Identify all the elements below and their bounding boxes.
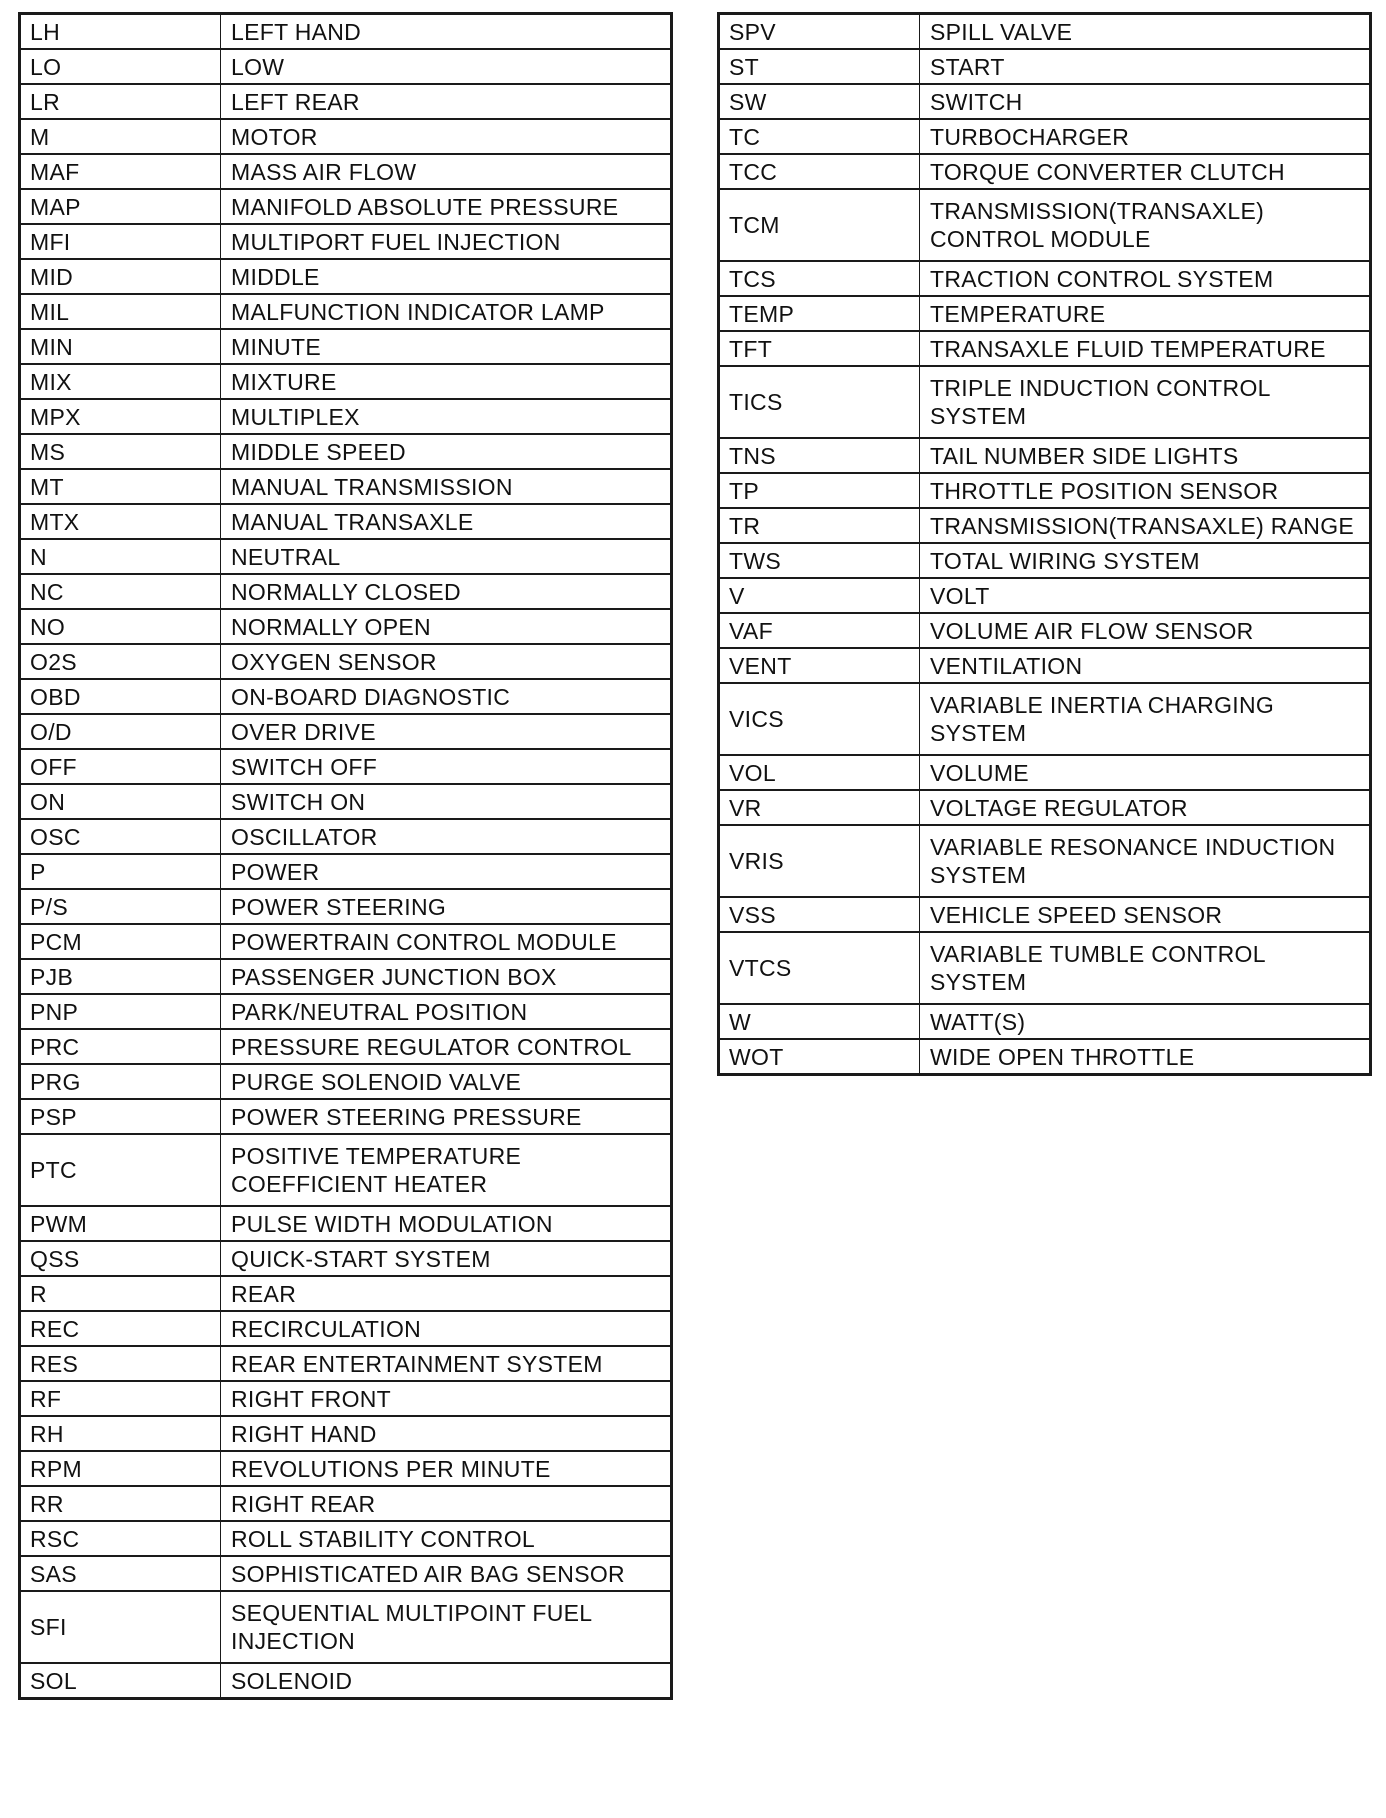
abbreviation-cell: LH [20, 14, 221, 50]
abbreviation-cell: M [20, 119, 221, 154]
table-row [20, 364, 672, 399]
abbreviation-cell: SW [719, 84, 920, 119]
definition-cell: MOTOR [221, 119, 672, 154]
definition-cell: VENTILATION [920, 648, 1371, 683]
definition-cell: LEFT REAR [221, 84, 672, 119]
table-row [20, 1029, 672, 1064]
abbreviation-cell: RSC [20, 1521, 221, 1556]
abbreviation-table-left [18, 12, 673, 1700]
table-row [20, 1206, 672, 1241]
table-row [20, 539, 672, 574]
definition-cell: POWERTRAIN CONTROL MODULE [221, 924, 672, 959]
definition-cell: VOLTAGE REGULATOR [920, 790, 1371, 825]
abbreviation-cell: RES [20, 1346, 221, 1381]
definition-cell: MANUAL TRANSMISSION [221, 469, 672, 504]
definition-cell: LEFT HAND [221, 14, 672, 50]
definition-cell: SWITCH OFF [221, 749, 672, 784]
table-row [719, 755, 1371, 790]
table-row [20, 49, 672, 84]
definition-cell: WATT(S) [920, 1004, 1371, 1039]
definition-cell: MASS AIR FLOW [221, 154, 672, 189]
table-row [20, 819, 672, 854]
definition-cell: POWER STEERING PRESSURE [221, 1099, 672, 1134]
table-row [719, 366, 1371, 438]
definition-cell: START [920, 49, 1371, 84]
table-row [719, 1039, 1371, 1075]
table-row [20, 1521, 672, 1556]
table-row [20, 259, 672, 294]
definition-cell: TEMPERATURE [920, 296, 1371, 331]
definition-cell: ON-BOARD DIAGNOSTIC [221, 679, 672, 714]
definition-cell: RECIRCULATION [221, 1311, 672, 1346]
abbreviation-cell: P/S [20, 889, 221, 924]
definition-cell: RIGHT FRONT [221, 1381, 672, 1416]
definition-cell: ROLL STABILITY CONTROL [221, 1521, 672, 1556]
abbreviation-cell: VICS [719, 683, 920, 755]
table-row [20, 1134, 672, 1206]
table-row [20, 294, 672, 329]
abbreviation-cell: P [20, 854, 221, 889]
table-row [719, 897, 1371, 932]
abbreviation-cell: TR [719, 508, 920, 543]
definition-cell: TAIL NUMBER SIDE LIGHTS [920, 438, 1371, 473]
table-row [20, 1486, 672, 1521]
table-row [20, 1416, 672, 1451]
abbreviation-cell: W [719, 1004, 920, 1039]
abbreviation-cell: VR [719, 790, 920, 825]
definition-cell: MIXTURE [221, 364, 672, 399]
table-row [20, 189, 672, 224]
table-row [20, 1663, 672, 1699]
abbreviation-cell: PRG [20, 1064, 221, 1099]
abbreviation-cell: MIX [20, 364, 221, 399]
abbreviation-cell: MS [20, 434, 221, 469]
abbreviation-cell: TICS [719, 366, 920, 438]
definition-cell: TRANSMISSION(TRANSAXLE) CONTROL MODULE [920, 189, 1371, 261]
abbreviation-cell: RR [20, 1486, 221, 1521]
definition-cell: SPILL VALVE [920, 14, 1371, 50]
table-row [719, 932, 1371, 1004]
abbreviation-cell: PWM [20, 1206, 221, 1241]
abbreviation-cell: O/D [20, 714, 221, 749]
table-row [20, 889, 672, 924]
abbreviation-cell: R [20, 1276, 221, 1311]
definition-cell: SWITCH ON [221, 784, 672, 819]
table-row [719, 296, 1371, 331]
table-row [719, 613, 1371, 648]
definition-cell: MANIFOLD ABSOLUTE PRESSURE [221, 189, 672, 224]
abbreviation-cell: ON [20, 784, 221, 819]
table-row [20, 154, 672, 189]
table-row [719, 14, 1371, 50]
abbreviation-cell: PRC [20, 1029, 221, 1064]
table-row [20, 574, 672, 609]
definition-cell: MULTIPORT FUEL INJECTION [221, 224, 672, 259]
table-row [719, 154, 1371, 189]
definition-cell: PASSENGER JUNCTION BOX [221, 959, 672, 994]
table-row [20, 994, 672, 1029]
abbreviation-cell: N [20, 539, 221, 574]
abbreviation-cell: QSS [20, 1241, 221, 1276]
abbreviation-cell: PSP [20, 1099, 221, 1134]
table-row [20, 749, 672, 784]
abbreviation-cell: SFI [20, 1591, 221, 1663]
abbreviation-cell: SPV [719, 14, 920, 50]
table-row [20, 1381, 672, 1416]
table-row [20, 1311, 672, 1346]
definition-cell: NEUTRAL [221, 539, 672, 574]
definition-cell: WIDE OPEN THROTTLE [920, 1039, 1371, 1075]
abbreviation-cell: TP [719, 473, 920, 508]
definition-cell: TRIPLE INDUCTION CONTROL SYSTEM [920, 366, 1371, 438]
definition-cell: NORMALLY CLOSED [221, 574, 672, 609]
abbreviation-cell: O2S [20, 644, 221, 679]
table-row [20, 784, 672, 819]
definition-cell: TRANSMISSION(TRANSAXLE) RANGE [920, 508, 1371, 543]
abbreviation-cell: TCS [719, 261, 920, 296]
definition-cell: VARIABLE INERTIA CHARGING SYSTEM [920, 683, 1371, 755]
definition-cell: SEQUENTIAL MULTIPOINT FUEL INJECTION [221, 1591, 672, 1663]
abbreviation-cell: TWS [719, 543, 920, 578]
table-row [20, 1591, 672, 1663]
table-row [20, 399, 672, 434]
abbreviation-cell: RPM [20, 1451, 221, 1486]
abbreviation-cell: VRIS [719, 825, 920, 897]
definition-cell: TORQUE CONVERTER CLUTCH [920, 154, 1371, 189]
definition-cell: LOW [221, 49, 672, 84]
definition-cell: PULSE WIDTH MODULATION [221, 1206, 672, 1241]
definition-cell: SOLENOID [221, 1663, 672, 1699]
table-row [20, 14, 672, 50]
abbreviation-cell: VENT [719, 648, 920, 683]
abbreviation-cell: OFF [20, 749, 221, 784]
definition-cell: POWER [221, 854, 672, 889]
definition-cell: RIGHT HAND [221, 1416, 672, 1451]
table-row [719, 683, 1371, 755]
abbreviation-cell: MAF [20, 154, 221, 189]
abbreviation-cell: TCM [719, 189, 920, 261]
definition-cell: THROTTLE POSITION SENSOR [920, 473, 1371, 508]
abbreviation-cell: PNP [20, 994, 221, 1029]
table-row [20, 1346, 672, 1381]
abbreviation-cell: VAF [719, 613, 920, 648]
definition-cell: MALFUNCTION INDICATOR LAMP [221, 294, 672, 329]
definition-cell: POSITIVE TEMPERATURE COEFFICIENT HEATER [221, 1134, 672, 1206]
abbreviation-cell: NC [20, 574, 221, 609]
definition-cell: NORMALLY OPEN [221, 609, 672, 644]
abbreviation-cell: LO [20, 49, 221, 84]
table-row [719, 261, 1371, 296]
abbreviation-cell: MIN [20, 329, 221, 364]
abbreviation-cell: TNS [719, 438, 920, 473]
table-row [719, 508, 1371, 543]
abbreviation-cell: SOL [20, 1663, 221, 1699]
table-row [719, 331, 1371, 366]
abbreviation-cell: PJB [20, 959, 221, 994]
table-row [719, 119, 1371, 154]
abbreviation-cell: MFI [20, 224, 221, 259]
table-row [20, 714, 672, 749]
abbreviation-cell: PCM [20, 924, 221, 959]
definition-cell: VOLUME [920, 755, 1371, 790]
definition-cell: MINUTE [221, 329, 672, 364]
definition-cell: MULTIPLEX [221, 399, 672, 434]
definition-cell: SWITCH [920, 84, 1371, 119]
table-row [20, 434, 672, 469]
abbreviation-cell: MPX [20, 399, 221, 434]
definition-cell: PRESSURE REGULATOR CONTROL [221, 1029, 672, 1064]
table-row [20, 679, 672, 714]
table-row [719, 189, 1371, 261]
abbreviation-cell: MAP [20, 189, 221, 224]
table-row [719, 648, 1371, 683]
definition-cell: VARIABLE RESONANCE INDUCTION SYSTEM [920, 825, 1371, 897]
table-row [719, 473, 1371, 508]
abbreviation-cell: TC [719, 119, 920, 154]
table-row [20, 504, 672, 539]
table-row [20, 644, 672, 679]
definition-cell: OSCILLATOR [221, 819, 672, 854]
abbreviation-cell: VSS [719, 897, 920, 932]
abbreviation-cell: LR [20, 84, 221, 119]
definition-cell: REAR [221, 1276, 672, 1311]
table-row [719, 790, 1371, 825]
abbreviation-cell: NO [20, 609, 221, 644]
table-row [719, 578, 1371, 613]
definition-cell: QUICK-START SYSTEM [221, 1241, 672, 1276]
abbreviation-cell: RH [20, 1416, 221, 1451]
table-row [20, 609, 672, 644]
definition-cell: VARIABLE TUMBLE CONTROL SYSTEM [920, 932, 1371, 1004]
abbreviation-cell: RF [20, 1381, 221, 1416]
table-row [20, 329, 672, 364]
abbreviation-cell: TCC [719, 154, 920, 189]
table-row [20, 1276, 672, 1311]
definition-cell: VOLT [920, 578, 1371, 613]
table-row [20, 224, 672, 259]
definition-cell: VOLUME AIR FLOW SENSOR [920, 613, 1371, 648]
abbreviation-cell: MID [20, 259, 221, 294]
abbreviation-cell: VOL [719, 755, 920, 790]
table-row [20, 1241, 672, 1276]
abbreviation-cell: TFT [719, 331, 920, 366]
definition-cell: REAR ENTERTAINMENT SYSTEM [221, 1346, 672, 1381]
abbreviation-cell: SAS [20, 1556, 221, 1591]
definition-cell: TRANSAXLE FLUID TEMPERATURE [920, 331, 1371, 366]
definition-cell: PARK/NEUTRAL POSITION [221, 994, 672, 1029]
abbreviation-cell: VTCS [719, 932, 920, 1004]
abbreviation-cell: OBD [20, 679, 221, 714]
definition-cell: TRACTION CONTROL SYSTEM [920, 261, 1371, 296]
abbreviation-cell: TEMP [719, 296, 920, 331]
abbreviation-cell: WOT [719, 1039, 920, 1075]
abbreviation-cell: ST [719, 49, 920, 84]
table-row [20, 1451, 672, 1486]
table-row [719, 825, 1371, 897]
table-row [20, 1064, 672, 1099]
definition-cell: TURBOCHARGER [920, 119, 1371, 154]
definition-cell: MIDDLE SPEED [221, 434, 672, 469]
abbreviation-cell: OSC [20, 819, 221, 854]
abbreviation-cell: V [719, 578, 920, 613]
definition-cell: MIDDLE [221, 259, 672, 294]
table-row [719, 84, 1371, 119]
table-row [20, 119, 672, 154]
definition-cell: OXYGEN SENSOR [221, 644, 672, 679]
definition-cell: PURGE SOLENOID VALVE [221, 1064, 672, 1099]
definition-cell: REVOLUTIONS PER MINUTE [221, 1451, 672, 1486]
table-row [20, 854, 672, 889]
abbreviation-cell: MTX [20, 504, 221, 539]
table-row [719, 438, 1371, 473]
definition-cell: RIGHT REAR [221, 1486, 672, 1521]
abbreviation-cell: MIL [20, 294, 221, 329]
table-row [719, 49, 1371, 84]
definition-cell: TOTAL WIRING SYSTEM [920, 543, 1371, 578]
table-row [20, 1099, 672, 1134]
abbreviation-table-right [717, 12, 1372, 1076]
table-row [20, 84, 672, 119]
table-row [719, 1004, 1371, 1039]
abbreviation-cell: PTC [20, 1134, 221, 1206]
table-row [20, 959, 672, 994]
definition-cell: SOPHISTICATED AIR BAG SENSOR [221, 1556, 672, 1591]
table-row [20, 469, 672, 504]
table-row [20, 1556, 672, 1591]
definition-cell: OVER DRIVE [221, 714, 672, 749]
definition-cell: MANUAL TRANSAXLE [221, 504, 672, 539]
definition-cell: POWER STEERING [221, 889, 672, 924]
table-row [719, 543, 1371, 578]
abbreviation-cell: MT [20, 469, 221, 504]
abbreviation-cell: REC [20, 1311, 221, 1346]
table-row [20, 924, 672, 959]
definition-cell: VEHICLE SPEED SENSOR [920, 897, 1371, 932]
